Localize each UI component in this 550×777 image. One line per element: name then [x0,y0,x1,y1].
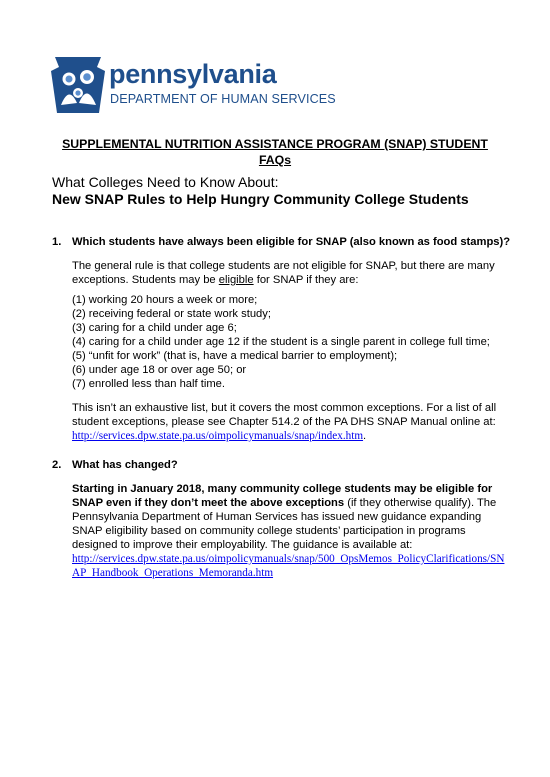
answer-1-intro [72,259,512,287]
answer-1-note [72,401,512,443]
question-1-number: 1. [52,236,62,248]
list-item: (1) working 20 hours a week or more; [72,294,258,306]
dhs-logo [49,55,336,115]
list-item: (2) receiving federal or state work study; [72,308,271,320]
question-1-text: Which students have always been eligible for SNAP (also known as food stamps)? [72,236,511,248]
answer-1-note-text: This isn’t an exhaustive list, but it covers the most common exceptions. For a list of all student exceptions, please see Chapter 514.2 of the PA DHS SNAP Manual online at: [72,402,497,428]
answer-2-bold: Starting in January 2018, many community college students may be eligible for SNAP even if they don’t meet the above exceptions [72,483,493,509]
answer-2 [72,482,512,580]
list-item: (3) caring for a child under age 6; [72,322,237,334]
list-item: (6) under age 18 or over age 50; or [72,364,247,376]
page-title: SUPPLEMENTAL NUTRITION ASSISTANCE PROGRAM (SNAP) STUDENT FAQs [62,137,488,167]
exceptions-list [72,293,512,391]
question-2 [52,458,178,472]
eligible-word: eligible [218,274,254,286]
question-2-number: 2. [52,459,62,471]
list-item: (5) “unfit for work” (that is, have a medical barrier to employment); [72,350,398,362]
answer-2-text: (if they otherwise qualify). The Pennsylvania Department of Human Services has issued new guidance expanding SNAP eligibility based on community college students’ participation in programs designed to improve their employability. The guidance is available at: [72,497,497,551]
logo-department: DEPARTMENT OF HUMAN SERVICES [110,92,336,106]
subheading-line2: New SNAP Rules to Help Hungry Community College Students [52,191,469,207]
question-1 [52,235,510,249]
snap-manual-link[interactable]: http://services.dpw.state.pa.us/oimpolicymanuals/snap/index.htm [72,430,364,442]
question-2-text: What has changed? [72,459,178,471]
list-item: (7) enrolled less than half time. [72,378,225,390]
logo-name: pennsylvania [109,59,277,89]
answer-1-note-end: . [363,430,367,442]
subheading-line1: What Colleges Need to Know About: [52,174,279,190]
answer-1-intro-end: for SNAP if they are: [253,274,359,286]
list-item: (4) caring for a child under age 12 if the student is a single parent in college full time; [72,336,490,348]
snap-handbook-link[interactable]: http://services.dpw.state.pa.us/oimpolicymanuals/snap/500_OpsMemos_PolicyClarifications/SNAP_Handbook_Operations_Memoranda.htm [72,553,505,579]
keystone-family-icon [49,55,107,115]
answer-1-intro-text: The general rule is that college students are not eligible for SNAP, but there are many exceptions. Students may be [72,260,495,286]
